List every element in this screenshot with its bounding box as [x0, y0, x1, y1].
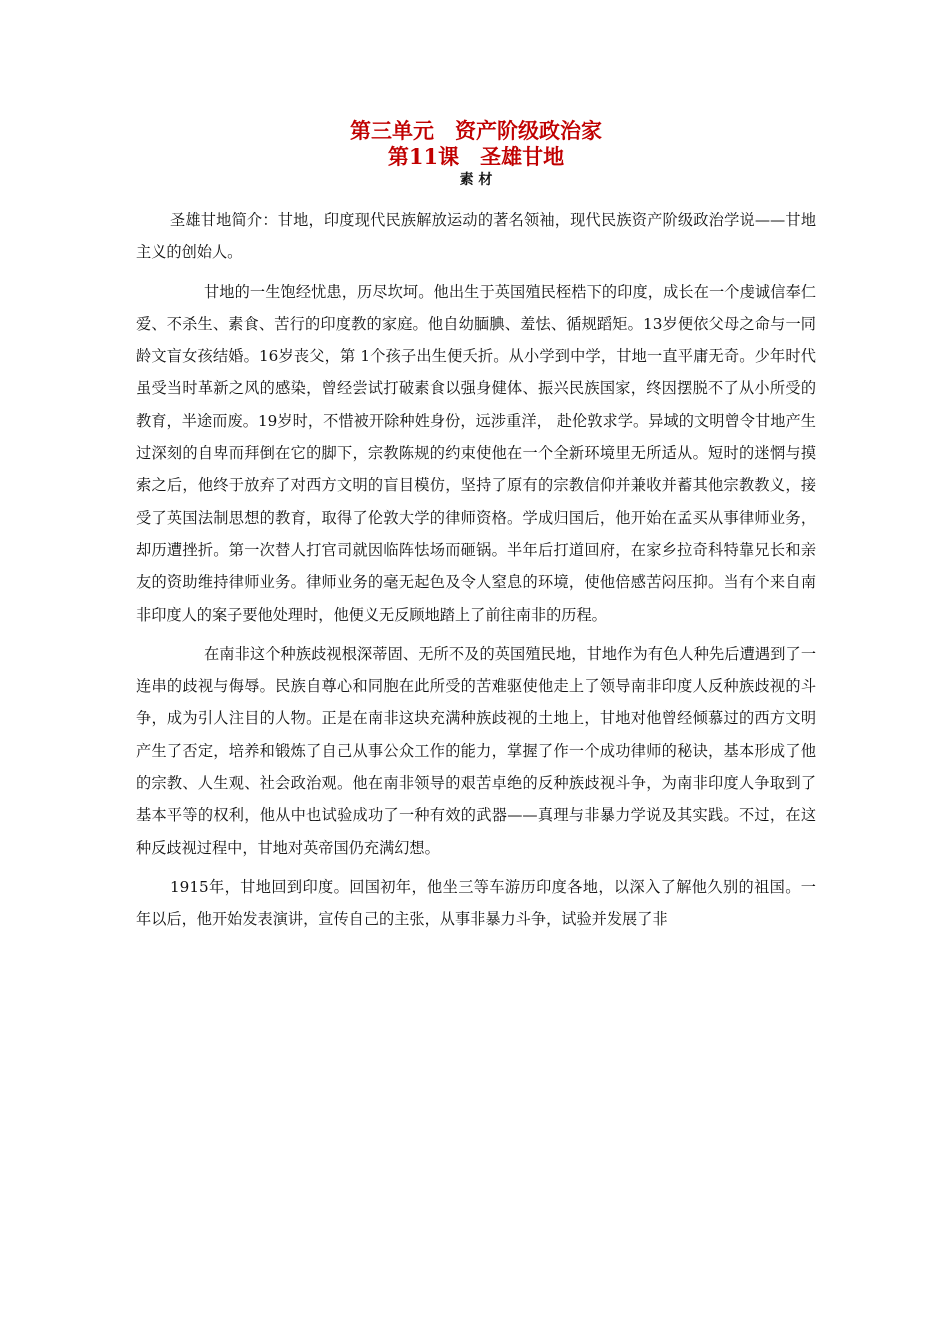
- material-subtitle: 素 材: [459, 172, 493, 188]
- intro-paragraph: 圣雄甘地简介：甘地，印度现代民族解放运动的著名领袖，现代民族资产阶级政治学说——甘地主义的创始人。: [136, 211, 816, 262]
- body-paragraph-return-india: 1915年，甘地回到印度。回国初年，他坐三等车游历印度各地，以深入了解他久别的祖国。一年以后，他开始发表演讲，宣传自己的主张，从事非暴力斗争，试验并发展了非: [136, 877, 816, 929]
- body-paragraph-early-life: 甘地的一生饱经忧患，历尽坎坷。他出生于英国殖民桎梏下的印度，成长在一个虔诚信奉仁爱、不杀生、素食、苦行的印度教的家庭。他自幼腼腆、羞怯、循规蹈矩。13岁便依父母之命与一同龄文盲女孩结婚。16岁丧父，第 1个孩子出生便夭折。从小学到中学，甘地一直平庸无奇。少年时代虽受当时革新之风的感染，曾经尝试打破素食以强身健体、振兴民族国家，终因摆脱不了从小所受的教育，半途而废。19岁时，不惜被开除种姓身份，远涉重洋， 赴伦敦求学。异域的文明曾令甘地产生过深刻的自卑而拜倒在它的脚下，宗教陈规的约束使他在一个全新环境里无所适从。短时的迷惘与摸索之后，他终于放弃了对西方文明的盲目模仿，坚持了原有的宗教信仰并兼收并蓄其他宗教教义，接受了英国法制思想的教育，取得了伦敦大学的律师资格。学成归国后，他开始在孟买从事律师业务，却历遭挫折。第一次替人打官司就因临阵怯场而砸锅。半年后打道回府，在家乡拉奇科特靠兄长和亲友的资助维持律师业务。律师业务的毫无起色及令人窒息的环境，使他倍感苦闷压抑。当有个来自南非印度人的案子要他处理时，他便义无反顾地踏上了前往南非的历程。: [136, 282, 816, 624]
- body-paragraph-south-africa: 在南非这个种族歧视根深蒂固、无所不及的英国殖民地，甘地作为有色人种先后遭遇到了一连串的歧视与侮辱。民族自尊心和同胞在此所受的苦难驱使他走上了领导南非印度人反种族歧视的斗争，成为引人注目的人物。正是在南非这块充满种族歧视的土地上，甘地对他曾经倾慕过的西方文明产生了否定，培养和锻炼了自己从事公众工作的能力，掌握了作一个成功律师的秘诀，基本形成了他的宗教、人生观、社会政治观。他在南非领导的艰苦卓绝的反种族歧视斗争，为南非印度人争取到了基本平等的权利，他从中也试验成功了一种有效的武器——真理与非暴力学说及其实践。不过，在这种反歧视过程中，甘地对英帝国仍充满幻想。: [136, 644, 816, 857]
- lesson-title: 第11课 圣雄甘地: [387, 144, 565, 169]
- document-page: [136, 118, 816, 943]
- unit-title: 第三单元 资产阶级政治家: [350, 118, 602, 143]
